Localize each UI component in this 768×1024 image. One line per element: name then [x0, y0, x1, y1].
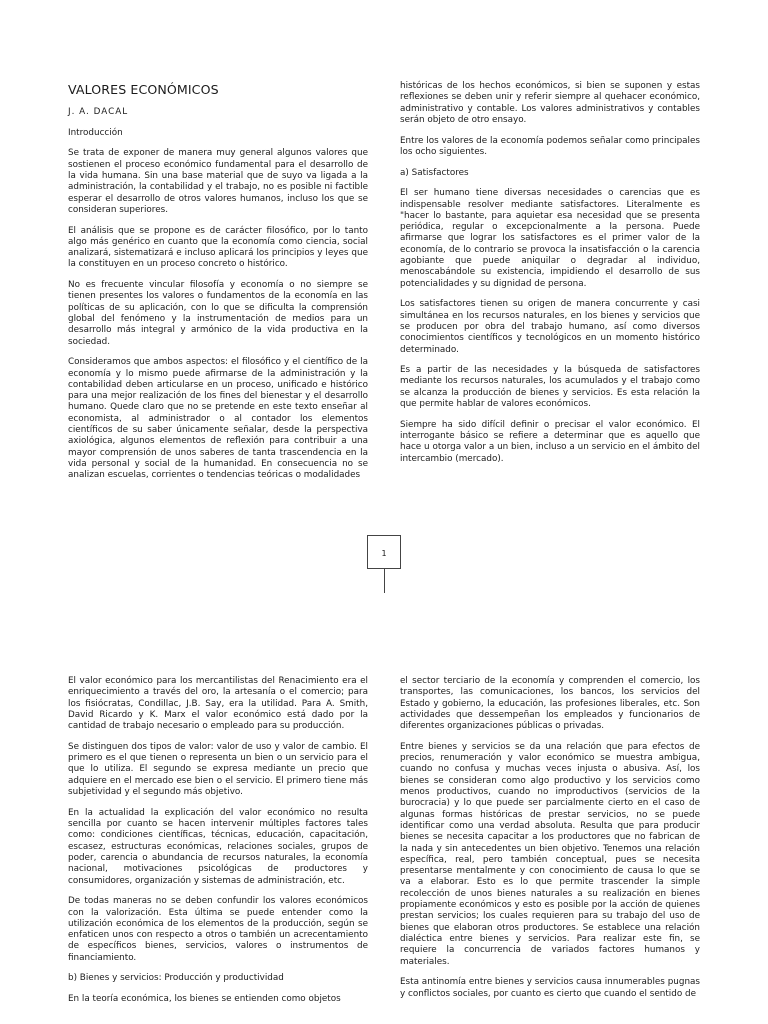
paragraph: Siempre ha sido difícil definir o precisar el valor económico. El interrogante básico se refiere a determinar que es aquello que hace u otorga valor a un bien, incluso a un servicio en el ámbito del intercambio (mercado). [400, 419, 700, 464]
page2-right-column [400, 676, 700, 1009]
paragraph: Consideramos que ambos aspectos: el filosófico y el científico de la economía y lo mismo puede afirmarse de la administración y la contabilidad deben articularse en un proceso, unificado e histórico para una mejor realización de los fines del bienestar y el desarrollo humano. Quede claro que no se pretende en este texto enseñar al economista, al administrador o al contador los elementos científicos de su saber únicamente señalar, desde la perspectiva axiológica, algunos elementos de reflexión para contribuir a una mayor comprensión de unos saberes de tanta trascendencia en la vida personal y social de la humanidad. En consecuencia no se analizan escuelas, corrientes o tendencias teóricas o modalidades [68, 357, 368, 481]
paragraph: Se trata de exponer de manera muy general algunos valores que sostienen el proceso económico fundamental para el desarrollo de la vida humana. Sin una base material que de suyo va ligada a la administración, la contabilidad y el trabajo, no es posible ni factible esperar el desarrollo de otros valores humanos, incluso los que se consideran superiores. [68, 148, 368, 215]
paragraph: En la teoría económica, los bienes se entienden como objetos [68, 994, 341, 1005]
page-number-box [367, 535, 401, 569]
paragraph: el sector terciario de la economía y comprenden el comercio, los transportes, las comunicaciones, los bancos, los servicios del Estado y gobierno, la educación, las profesiones liberales, etc. Son actividades que dessempeñan los empleados y funcionarios de diferentes organizaciones públicas o privadas. [400, 676, 700, 732]
section-heading-introduccion: Introducción [68, 127, 123, 138]
page2-left-column [68, 676, 368, 1015]
paragraph: Se distinguen dos tipos de valor: valor de uso y valor de cambio. El primero es el que tienen o representa un bien o un servicio para el que lo utiliza. El segundo se expresa mediante un precio que adquiere en el mercado ese bien o el servicio. El primero tiene más subjetividad y el segundo más objetivo. [68, 741, 368, 798]
paragraph: De todas maneras no se deben confundir los valores económicos con la valorización. Esta última se puede entender como la utilización económica de los elementos de la producción, según se enfaticen unos con respecto a otros o también un acrecentamiento de específicos bienes, servicios, valores o instrumentos de financiamiento. [68, 896, 368, 963]
document-title: VALORES ECONÓMICOS [68, 82, 219, 97]
author: J. A. DACAL [68, 107, 129, 117]
paragraph: No es frecuente vincular filosofía y economía o no siempre se tienen presentes los valores o fundamentos de la economía en las políticas de su aplicación, con lo que se dificulta la comprensión global del fenómeno y la instrumentación de medios para un desarrollo más integral y armónico de la vida productiva en la sociedad. [68, 280, 368, 347]
paragraph: El ser humano tiene diversas necesidades o carencias que es indispensable resolver mediante satisfactores. Literalmente es "hacer lo bastante, para aquietar esa necesidad que se presenta periódica, regular o excepcionalmente a la persona. Puede afirmarse que lograr los satisfactores es el primer valor de la economía, de lo contrario se provoca la insatisfacción o la carencia agobiante que puede aniquilar o degradar al individuo, menoscabándole su existencia, impidiendo el desarrollo de sus potencialidades y su dignidad de persona. [400, 188, 700, 289]
paragraph: históricas de los hechos económicos, si bien se suponen y estas reflexiones se deben unir y referir siempre al quehacer económico, administrativo y contable. Los valores administrativos y contables serán objeto de otro ensayo. [400, 81, 700, 125]
paragraph: El valor económico para los mercantilistas del Renacimiento era el enriquecimiento a través del oro, la artesanía o el comercio; para los fisiócratas, Condillac, J.B. Say, era la utilidad. Para A. Smith, David Ricardo y K. Marx el valor económico está dado por la cantidad de trabajo necesario o empleado para su producción. [68, 676, 368, 732]
subheading-bienes-y-servicios: b) Bienes y servicios: Producción y productividad [68, 973, 284, 984]
subheading-satisfactores: a) Satisfactores [400, 167, 469, 178]
paragraph: Los satisfactores tienen su origen de manera concurrente y casi simultánea en los recursos naturales, en los bienes y servicios que se producen por obra del trabajo humano, así como diversos conocimientos científicos y tecnológicos en un momento histórico determinado. [400, 299, 700, 355]
page-number-connector [384, 569, 385, 593]
paragraph: En la actualidad la explicación del valor económico no resulta sencilla por cuanto se hacen intervenir múltiples factores tales como: condiciones científicas, técnicas, educación, capacitación, escasez, estructuras económicas, relaciones sociales, grupos de poder, carencia o abundancia de recursos naturales, la economía nacional, motivaciones psicológicas de productores y consumidores, organización y sistemas de administración, etc. [68, 807, 368, 886]
page-number: 1 [381, 549, 387, 558]
page1-left-column [68, 82, 368, 491]
paragraph: Entre bienes y servicios se da una relación que para efectos de precios, renumeración y valor económico se muestra ambigua, cuando no confusa y muchas veces injusta o abusiva. Así, los bienes se consideran como algo productivo y los servicios como menos productivos, cuando no improductivos (servicios de la burocracia) y lo que puede ser parcialmente cierto en el caso de algunas formas históricas de prestar servicios, no se puede identificar como una verdad absoluta. Resulta que para producir bienes se necesita capacitar a los productores que no fabrican de la nada y sin antecedentes un bien objetivo. Tenemos una relación específica, real, pero también conceptual, pues se necesita presentarse mentalmente y con conocimiento de causa lo que se va a elaborar. Esto es lo que permite trascender la simple recolección de unos bienes naturales a su realización en bienes propiamente económicos y esto es posible por la acción de quienes prestan servicios; los cuales requieren para su trabajo del uso de bienes que elaboran otros productores. Se establece una relación dialéctica entre bienes y servicios. Para realizar este fin, se requiere la concurrencia de variados factores humanos y materiales. [400, 741, 700, 967]
paragraph: El análisis que se propone es de carácter filosófico, por lo tanto algo más genérico en cuanto que la economía como ciencia, social analizará, sistematizará e incluso aplicará los principios y leyes que la constituyen en un proceso concreto o histórico. [68, 225, 368, 270]
paragraph: Esta antinomía entre bienes y servicios causa innumerables pugnas y conflictos sociales, por cuanto es cierto que cuando el sentido de [400, 977, 700, 999]
paragraph: Entre los valores de la economía podemos señalar como principales los ocho siguientes. [400, 135, 700, 157]
page1-right-column [400, 81, 700, 474]
paragraph: Es a partir de las necesidades y la búsqueda de satisfactores mediante los recursos naturales, los acumulados y el trabajo como se alcanza la producción de bienes y servicios. Es esta relación la que permite hablar de valores económicos. [400, 365, 700, 410]
